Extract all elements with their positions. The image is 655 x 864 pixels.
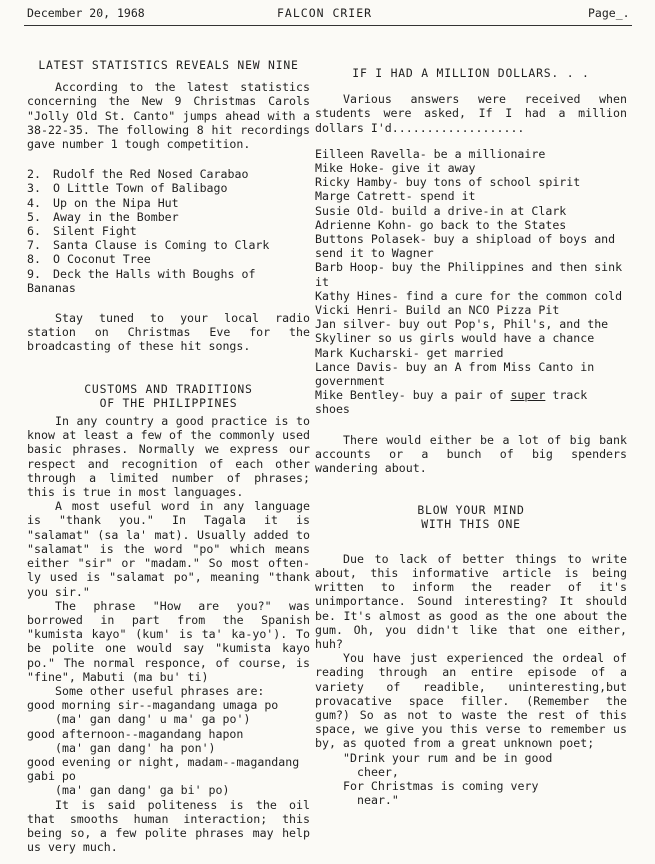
underlined-word: super <box>510 388 546 403</box>
hit-item: 9. Deck the Halls with Boughs of Bananas <box>27 266 256 295</box>
answer-item: Mike Hoke- give it away <box>315 161 476 176</box>
verse-line: For Christmas is coming very <box>343 778 539 793</box>
phrase-pronunciation: (ma' gan dang' ga bi' po) <box>55 783 230 798</box>
customs-headline: CUSTOMS AND TRADITIONS <box>84 381 253 396</box>
answer-item: Jan silver- buy out Pop's, Phil's, and the Skyliner so us girls would have a chance <box>315 317 609 346</box>
hit-item: 6. Silent Fight <box>27 224 137 239</box>
customs-paragraph: A most useful word in any language is "thank you." In Tagala it is "salamat" (sa la' mat). Usually added to "salamat" is the word "po" which means either "sir" or "madam." So most often-ly used is "salamat po", meaning "thank you sir." <box>27 499 310 599</box>
answer-item: Marge Catrett- spend it <box>315 189 476 204</box>
answer-item: Barb Hoop- buy the Philippines and then sink it <box>315 260 623 289</box>
answer-list <box>315 147 627 417</box>
answer-item: Eilleen Ravella- be a millionaire <box>315 146 546 161</box>
verse-line: "Drink your rum and be in good <box>343 750 553 765</box>
answer-item: Buttons Polasek- buy a shipload of boys and send it to Wagner <box>315 232 616 261</box>
verse-line: near." <box>357 793 399 808</box>
million-outro: There would either be a lot of big bank accounts or a bunch of big spenders wandering about. <box>315 432 627 476</box>
blow-subheadline: WITH THIS ONE <box>421 517 521 532</box>
phrase-english: good morning sir--magandang umaga po <box>27 698 279 713</box>
blow-paragraph: Due to lack of better things to write about, this informative article is being written to inform the reader of it's unimportance. Sound interesting? It should be. It's almost as good as the one about the gum. Oh, you didn't like that one either, huh? <box>315 551 627 651</box>
header-rule <box>24 25 632 26</box>
million-headline: IF I HAD A MILLION DOLLARS. . . <box>352 66 590 80</box>
customs-paragraph: In any country a good practice is to know at least a few of the commonly used basic phrases. Normally we express our respect and recognition of each other through a limited number of phrases; this is true in most languages. <box>27 414 310 500</box>
answer-item: Mike Bentley- buy a pair of super track shoes <box>315 388 588 417</box>
answer-item: Mark Kucharski- get married <box>315 345 504 360</box>
hit-item: 7. Santa Clause is Coming to Clark <box>27 238 270 253</box>
phrase-english: good afternoon--magandang hapon <box>27 726 244 741</box>
customs-paragraph: Some other useful phrases are: <box>55 683 265 698</box>
stats-intro: According to the latest statistics concerning the New 9 Christmas Carols "Jolly Old St. Canto" jumps ahead with a 38-22-35. The following 8 hit recordings gave number 1 tough competition. <box>27 80 310 152</box>
stay-tuned-text: Stay tuned to your local radio station on Christmas Eve for the broadcasting of these hit songs. <box>27 311 310 354</box>
blow-headline: BLOW YOUR MIND <box>417 503 525 518</box>
customs-paragraph: The phrase "How are you?" was borrowed in part from the Spanish "kumista kayo" (kum' is ta' ka-yo'). To be polite one would say "kumista kayo po." The normal responce, of course, is "fine", Mabuti (ma bu' ti) <box>27 598 310 684</box>
left-column <box>27 38 310 854</box>
right-column <box>315 38 627 807</box>
hit-item: 8. O Coconut Tree <box>27 252 151 267</box>
verse <box>315 751 627 808</box>
newspaper-name: FALCON CRIER <box>277 6 373 20</box>
verse-line: cheer, <box>357 764 399 779</box>
stats-headline: LATEST STATISTICS REVEALS NEW NINE <box>38 58 299 72</box>
hit-item: 3. O Little Town of Balibago <box>27 181 228 196</box>
answer-item: Ricky Hamby- buy tons of school spirit <box>315 175 581 190</box>
hit-item: 5. Away in the Bomber <box>27 209 179 224</box>
answer-item: Kathy Hines- find a cure for the common cold <box>315 288 623 303</box>
issue-date: December 20, 1968 <box>27 6 145 20</box>
answer-item: Susie Old- build a drive-in at Clark <box>315 203 567 218</box>
phrase-english: good evening or night, madam--magandang gabi po <box>27 754 300 784</box>
answer-item: Lance Davis- buy an A from Miss Canto in government <box>315 359 595 389</box>
customs-paragraph: It is said politeness is the oil that smooths human interaction; this being so, a few polite phrases may help us very much. <box>27 797 310 855</box>
customs-subheadline: OF THE PHILIPPINES <box>99 395 238 410</box>
page-number: Page_. <box>588 6 630 20</box>
phrase-pronunciation: (ma' gan dang' ha pon') <box>55 740 216 755</box>
answer-item: Vicki Henri- Build an NCO Pizza Pit <box>315 303 560 318</box>
million-intro: Various answers were received when students were asked, If I had a million dollars I'd................... <box>315 92 627 135</box>
hit-item: 4. Up on the Nipa Hut <box>27 195 179 210</box>
phrase-pronunciation: (ma' gan dang' u ma' ga po') <box>55 712 251 727</box>
hit-item: 2. Rudolf the Red Nosed Carabao <box>27 167 249 182</box>
hit-list <box>27 167 310 295</box>
answer-item: Adrienne Kohn- go back to the States <box>315 217 567 232</box>
blow-paragraph: You have just experienced the ordeal of reading through an entire episode of a variety of readible, uninteresting,but provacative space filler. (Remember the gum?) So as not to waste the rest of this space, we give you this verse to remember us by, as quoted from a great unknown poet; <box>315 651 627 751</box>
